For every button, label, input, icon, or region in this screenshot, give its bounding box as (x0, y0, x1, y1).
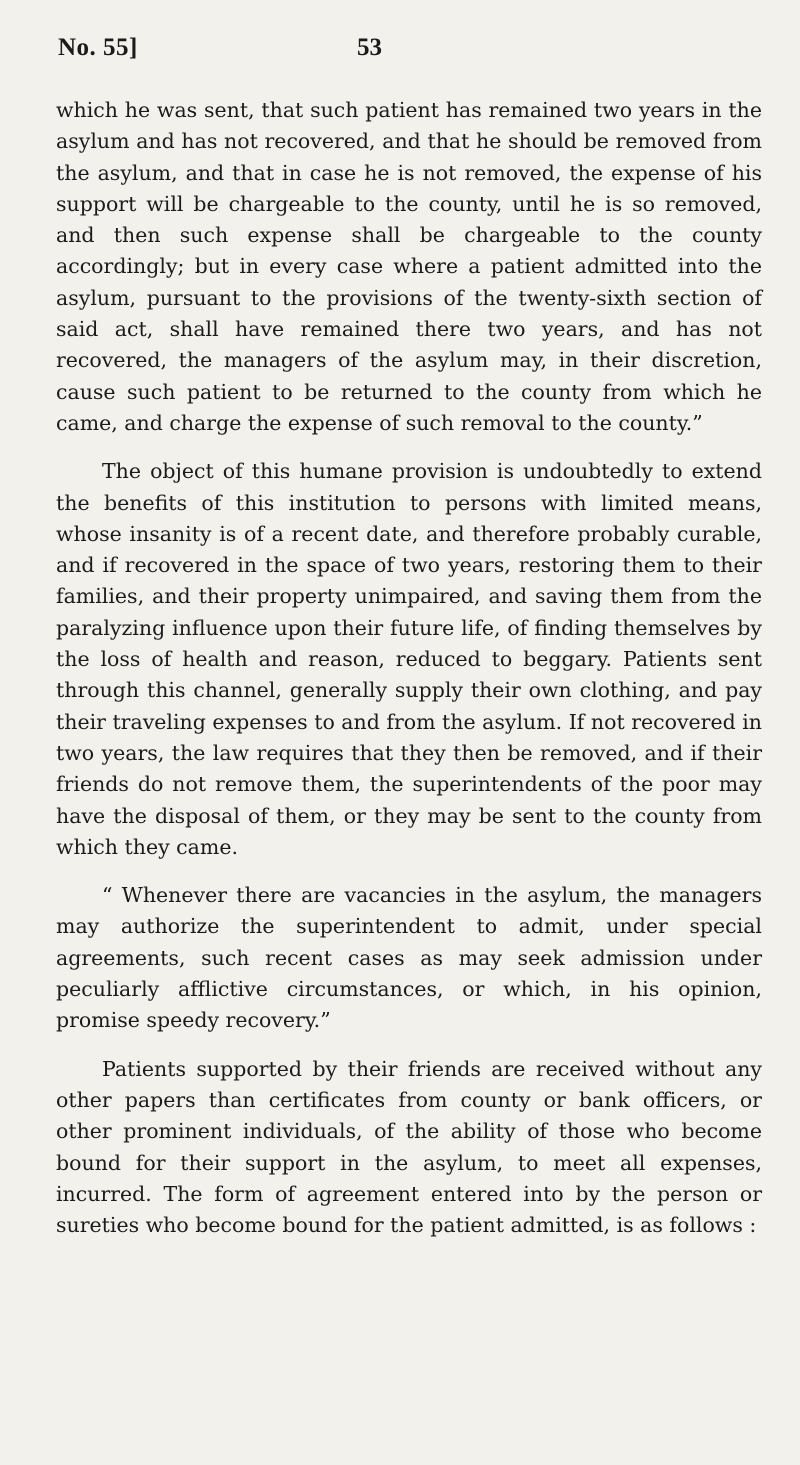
paragraph-vacancies-quote: “ Whenever there are vacancies in the asylum, the managers may authorize the superintendent to admit, under special agreements, such recent cases as may seek admission under peculiarly afflictive circumstances, or which, in his opinion, promise speedy recovery.” (56, 883, 762, 1033)
paragraph-humane-provision: The object of this humane provision is undoubtedly to extend the benefits of this institution to persons with limited means, whose insanity is of a recent date, and therefore probably curable, and if recovered in the space of two years, restoring them to their families, and their property unimpaired, and saving them from the paralyzing influence upon their future life, of finding themselves by the loss of health and reason, reduced to beggary. Patients sent through this channel, generally supply their own clothing, and pay their traveling expenses to and from the asylum. If not recovered in two years, the law requires that they then be removed, and if their friends do not remove them, the superintendents of the poor may have the disposal of them, or they may be sent to the county from which they came. (56, 459, 762, 859)
issue-number: No. 55] (58, 34, 138, 61)
paragraph-patients-supported: Patients supported by their friends are received without any other papers than certificates from county or bank officers, or other prominent individuals, of the ability of those who become bound for their support in the asylum, to meet all expenses, incurred. The form of agreement entered into by the person or sureties who become bound for the patient admitted, is as follows : (56, 1056, 762, 1238)
page-body (56, 95, 762, 1241)
page-number: 53 (357, 34, 382, 61)
paragraph-continuation: which he was sent, that such patient has remained two years in the asylum and has not recovered, and that he should be removed from the asylum, and that in case he is not removed, the expense of his support will be chargeable to the county, until he is so removed, and then such expense shall be chargeable to the county accordingly; but in every case where a patient admitted into the asylum, pursuant to the provisions of the twenty-sixth section of said act, shall have remained there two years, and has not recovered, the managers of the asylum may, in their discretion, cause such patient to be returned to the county from which he came, and charge the expense of such removal to the county.” (56, 98, 762, 435)
page-header (0, 34, 800, 74)
